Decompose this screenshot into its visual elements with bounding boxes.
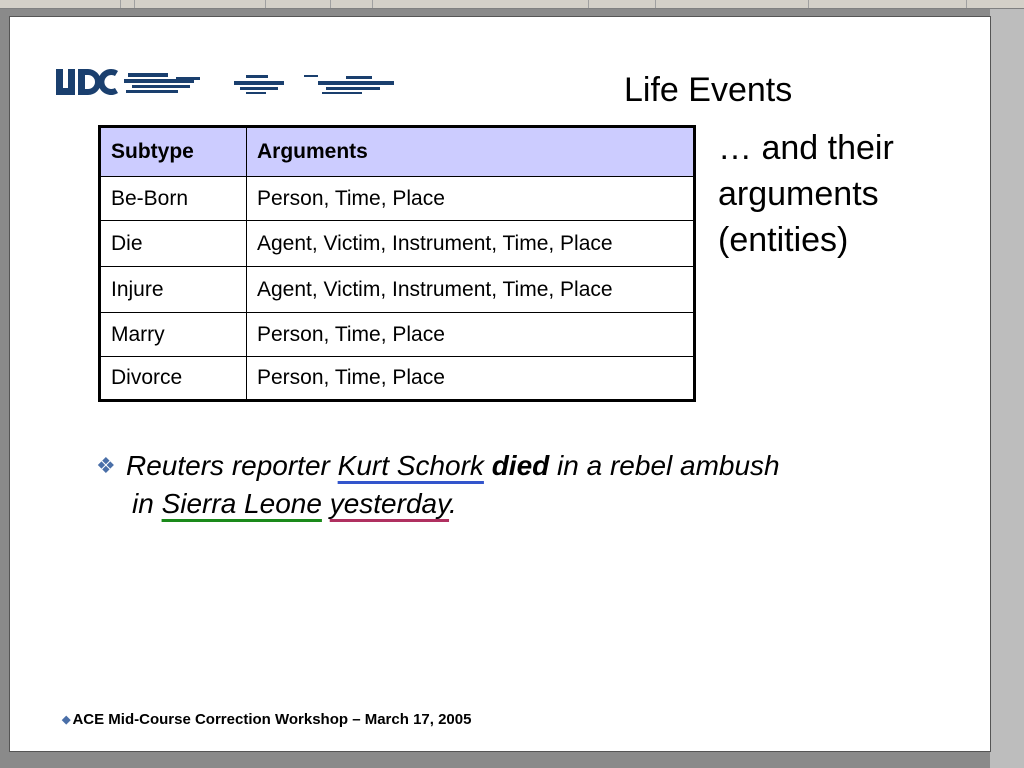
slide-title: Life Events: [624, 71, 793, 109]
time-mention: yesterday: [329, 488, 450, 519]
sentence-line-2: [96, 485, 780, 523]
sentence-text: [484, 450, 492, 481]
sentence-text: [322, 488, 330, 519]
cell-subtype: Be-Born: [100, 177, 247, 221]
table-row: [100, 177, 695, 221]
cell-subtype: Divorce: [100, 357, 247, 401]
sentence-text: .: [449, 488, 457, 519]
ruler-tick: [134, 0, 135, 8]
diamond-bullet-icon: ❖: [96, 453, 116, 478]
ruler-tick: [265, 0, 266, 8]
side-note-line: … and their: [718, 129, 894, 167]
table-row: [100, 267, 695, 313]
agent-mention: Kurt Schork: [337, 450, 484, 481]
header-arguments: Arguments: [247, 127, 695, 177]
sentence-text: in a rebel ambush: [549, 450, 780, 481]
ruler-tick: [120, 0, 121, 8]
table-row: [100, 221, 695, 267]
ruler-tick: [372, 0, 373, 8]
ruler-tick: [966, 0, 967, 8]
cell-arguments: Person, Time, Place: [247, 177, 695, 221]
udc-logo: [56, 61, 396, 101]
ruler-tick: [808, 0, 809, 8]
side-note-line: (entities): [718, 221, 849, 259]
vertical-scrollbar[interactable]: [989, 9, 1024, 768]
trigger-word: died: [491, 450, 550, 481]
side-note-line: arguments: [718, 175, 879, 213]
table-row: [100, 313, 695, 357]
cell-arguments: Person, Time, Place: [247, 357, 695, 401]
slide-canvas[interactable]: [10, 17, 990, 751]
example-sentence: [96, 447, 780, 523]
table-row: [100, 357, 695, 401]
sentence-text: in: [132, 488, 162, 519]
life-events-table: [98, 125, 696, 402]
cell-subtype: Injure: [100, 267, 247, 313]
side-note: [718, 125, 894, 263]
cell-arguments: Agent, Victim, Instrument, Time, Place: [247, 221, 695, 267]
cell-subtype: Die: [100, 221, 247, 267]
place-mention: Sierra Leone: [161, 488, 322, 519]
cell-subtype: Marry: [100, 313, 247, 357]
ruler-tick: [330, 0, 331, 8]
ruler-tick: [588, 0, 589, 8]
cell-arguments: Agent, Victim, Instrument, Time, Place: [247, 267, 695, 313]
slide-footer: [62, 711, 471, 728]
ruler-bar: [0, 0, 1024, 9]
footer-diamond-icon: ◆: [62, 714, 71, 726]
ruler-tick: [655, 0, 656, 8]
table-header-row: [100, 127, 695, 177]
footer-text: ACE Mid-Course Correction Workshop – March 17, 2005: [72, 711, 472, 728]
header-subtype: Subtype: [100, 127, 247, 177]
sentence-text: Reuters reporter: [126, 450, 338, 481]
cell-arguments: Person, Time, Place: [247, 313, 695, 357]
